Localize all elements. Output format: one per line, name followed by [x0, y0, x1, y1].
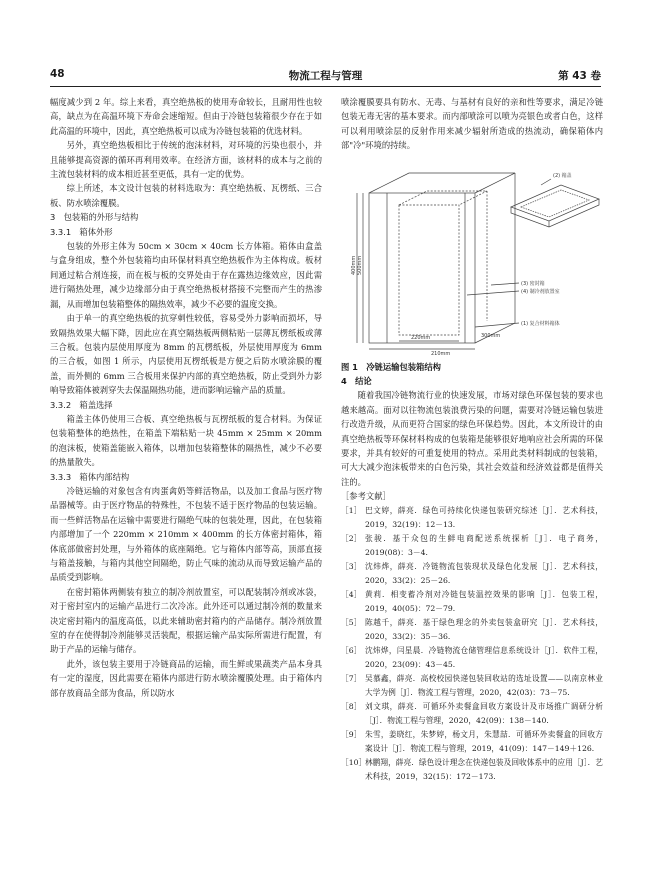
left-column [50, 95, 322, 700]
reference-item [341, 700, 603, 728]
paragraph: 由于单一的真空绝热板的抗穿刺性较低，容易受外力影响而损坏，导致隔热效果大幅下降，因此应在真空隔热板两侧粘贴一层薄瓦楞纸板或薄三合板。包装内层使用厚度为 8mm 的瓦楞纸板，外层使用厚度为 6mm 的三合板，如图 1 所示，内层使用瓦楞纸板是方便之后防水喷涂膜的覆盖，而外侧的 6mm 三合板用来保护内部的真空绝热板，防止受到外力影响导致箱体被剥穿失去保温隔热功能，进而影响运输产品的质量。 [50, 313, 322, 396]
leader-lid [541, 179, 551, 185]
right-column [341, 95, 603, 784]
paragraph: 喷涂覆膜要具有防水、无毒、与基材有良好的亲和性等要求，满足冷链包装无毒无害的基本要求。而内部喷涂可以喷为亮银色或者白色，这样可以利用喷涂层的反射作用来减少辐射所造成的热流动，确保箱体内部"冷"环境的持续。 [341, 97, 603, 151]
reference-text: 张骏．基于众包的生鲜电商配送系统探析［J］．电子商务，2019(08)：3－4． [365, 533, 603, 557]
box-structure-diagram [341, 155, 603, 360]
subsection-heading: 3.3.3 箱体内部结构 [50, 471, 130, 482]
reference-number: ［6］ [341, 645, 362, 655]
dim-label-400: 400mm [351, 255, 357, 275]
reference-text: 黄莉．相变蓄冷剂对冷链包装温控效果的影响［J］．包装工程，2019，40(05)：72－79． [365, 589, 603, 613]
reference-text: 沈炜烨，闫星晨．冷链物流仓储管理信息系统设计［J］．软件工程，2020，23(09)：43－45． [365, 645, 603, 669]
reference-text: 刘文琪，薛亮．可循环外卖餐盒回收方案设计及市场推广调研分析［J］．物流工程与管理，2020，42(09)：138－140． [365, 701, 603, 725]
lid-foam-insert [521, 190, 589, 217]
reference-item [341, 588, 603, 616]
reference-number: ［2］ [341, 533, 362, 543]
page-number: 48 [50, 68, 65, 80]
reference-number: ［9］ [341, 729, 362, 739]
sealed-inner-box [399, 205, 459, 335]
reference-text: 陈越千，薛亮．基于绿色理念的外卖包装盒研究［J］．艺术科技，2020，33(2)：35－36． [365, 617, 603, 641]
paragraph: 箱盖主体仍使用三合板、真空绝热板与瓦楞纸板的复合材料。为保证包装箱整体的绝热性，在箱盖下端粘贴一块 45mm × 25mm × 20mm 的泡沫板，使箱盖能嵌入箱体，以增加包装箱整体的隔热性，减少不必要的热量散失。 [50, 413, 322, 468]
reference-item [341, 616, 603, 644]
label-body: (1) 复合材料箱体 [521, 320, 560, 327]
section-heading: 4 结论 [341, 376, 372, 387]
reference-item [341, 672, 603, 700]
reference-text: 巴文婷，薛亮．绿色可持续化快递包装研究综述［J］．艺术科技，2019，32(19)：12－13． [365, 505, 603, 529]
reference-item [341, 532, 603, 560]
lid-top [511, 185, 599, 221]
reference-text: 林鹏翔，薛亮．绿色设计理念在快递包装及回收体系中的应用［J］．艺术科技，2019，32(15)：172－173． [365, 757, 603, 781]
paragraph: 包装的外形主体为 50cm × 30cm × 40cm 长方体箱。箱体由盒盖与盒身组成，整个外包装箱均由环保材料真空绝热板作为主体构成。板材间通过粘合剂连接，而在板与板的交界处由于存在露热边缘效应，因此需进行隔热处理，减少边缘部分由于真空绝热板材搭接不完整而产生的热渗漏，从而增加包装箱整体的隔热效率，减少不必要的温度交换。 [50, 241, 322, 309]
paragraph: 此外，该包装主要用于冷链商品的运输，而生鲜或果蔬类产品本身具有一定的湿度，因此需要在箱体内部进行防水喷涂覆膜处理。由于箱体内部存放商品全部为食品，所以防水 [50, 658, 322, 698]
running-header [50, 68, 601, 84]
reference-item [341, 756, 603, 784]
reference-number: ［10］ [341, 757, 367, 767]
reference-number: ［5］ [341, 617, 362, 627]
label-seal: (3) 密封箱 [521, 280, 545, 287]
reference-text: 朱雪，姜晓红，朱梦婷，杨文月，朱慧喆．可循环外卖餐盒的回收方案设计［J］．物流工程与管理，2019，41(09)：147－149＋126． [365, 729, 603, 753]
dim-label-220: 220mm [411, 334, 431, 341]
reference-item [341, 644, 603, 672]
reference-text: 吴慕鑫，薛亮．高校校园快递包装回收站的选址设置——以南京林业大学为例［J］．物流工程与管理，2020，42(03)：73－75． [365, 673, 603, 697]
label-lid: (2) 箱盖 [553, 172, 572, 179]
reference-item [341, 560, 603, 588]
paragraph: 幅度减少到 2 年。综上来看，真空绝热板的使用寿命较长，且耐用性也较高，缺点为在高温环境下寿命会速缩短。但由于冷链包装箱很少存在于如此高温的环境中，因此，真空绝热板可以成为冷链包装箱的优选材料。 [50, 97, 322, 136]
reference-item [341, 728, 603, 756]
figure-packaging-box [341, 155, 603, 360]
section-heading: 3 包装箱的外形与结构 [50, 212, 139, 223]
reference-number: ［7］ [341, 673, 362, 683]
lid-edge [511, 199, 599, 227]
dim-label-300: 300mm [481, 332, 501, 339]
paragraph: 在密封箱体两侧装有独立的制冷剂放置室，可以配装制冷剂或冰袋，对于密封室内的运输产品进行二次冷冻。此外还可以通过制冷剂的数量来决定密封箱内的温度高低，以此来辅助密封箱内的产品储存。制冷剂放置室的存在使得制冷剂能够灵活装配，根据运输产品实际所需进行配置，有助于产品的运输与储存。 [50, 586, 322, 655]
journal-title: 物流工程与管理 [288, 70, 363, 82]
figure-caption: 图 1 冷链运输包装箱结构 [341, 361, 441, 372]
box-top-edge [369, 173, 515, 193]
paragraph: 随着我国冷链物流行业的快速发展，市场对绿色环保包装的要求也越来越高。面对以往物流包装浪费污染的问题，需要对冷链运输包装进行改造升级，从而更符合国家的绿色环保趋势。因此，本文所设计的由真空绝热板等环保材料构成的包装箱是能够很好地响应社会所需的环保要求，并具有较好的可重复使用的特点。采用此类材料制成的包装箱，可大大减少泡沫板带来的白色污染，其社会效益和经济效益都是值得关注的。 [341, 390, 603, 487]
reference-number: ［3］ [341, 561, 362, 571]
box-side-edge [475, 173, 515, 343]
leader-body [475, 323, 519, 327]
subsection-heading: 3.3.1 箱体外形 [50, 226, 113, 237]
volume-label: 第 43 卷 [558, 70, 601, 82]
paragraph: 综上所述，本文设计包装的材料选取为：真空绝热板、瓦楞纸、三合板、防水喷涂覆膜。 [50, 183, 322, 208]
reference-number: ［4］ [341, 589, 362, 599]
reference-number: ［1］ [341, 505, 362, 515]
reference-number: ［8］ [341, 701, 362, 711]
header-rule [50, 86, 601, 87]
reference-list [341, 504, 603, 784]
reference-item [341, 504, 603, 532]
label-coolant: (4) 制冷剂放置室 [521, 288, 560, 295]
references-title: ［参考文献］ [341, 491, 391, 502]
paragraph: 冷链运输的对象包含有肉蛋禽奶等鲜活物品，以及加工食品与医疗物品器械等。由于医疗物品的特殊性，不包装不适于医疗物品的包装运输。而一些鲜活物品在运输中需要进行隔绝气味的包装处理，因此，在包装箱内部增加了一个 220mm × 210mm × 400mm 的长方体密封箱体，箱体底部做密封处理，与外箱体的底座隔绝。它与箱体内部等高，顶部直接与箱盖接触，与箱内其他空间隔绝，防止气味的流动从而导致运输产品的品质受到影响。 [50, 485, 322, 583]
dim-label-500: 500mm [357, 255, 363, 275]
reference-text: 沈炜烨，薛亮．冷链物流包装现状及绿色化发展［J］．艺术科技，2020，33(2)：25－26． [365, 561, 603, 585]
dim-label-210: 210mm [431, 350, 451, 357]
paragraph: 另外，真空绝热板相比于传统的泡沫材料，对环境的污染也很小，并且能够提高资源的循环再利用效率。在经济方面，该材料的成本与之前的主流包装材料的成本相近甚至更低，具有一定的优势。 [50, 140, 322, 180]
subsection-heading: 3.3.2 箱盖选择 [50, 399, 113, 410]
